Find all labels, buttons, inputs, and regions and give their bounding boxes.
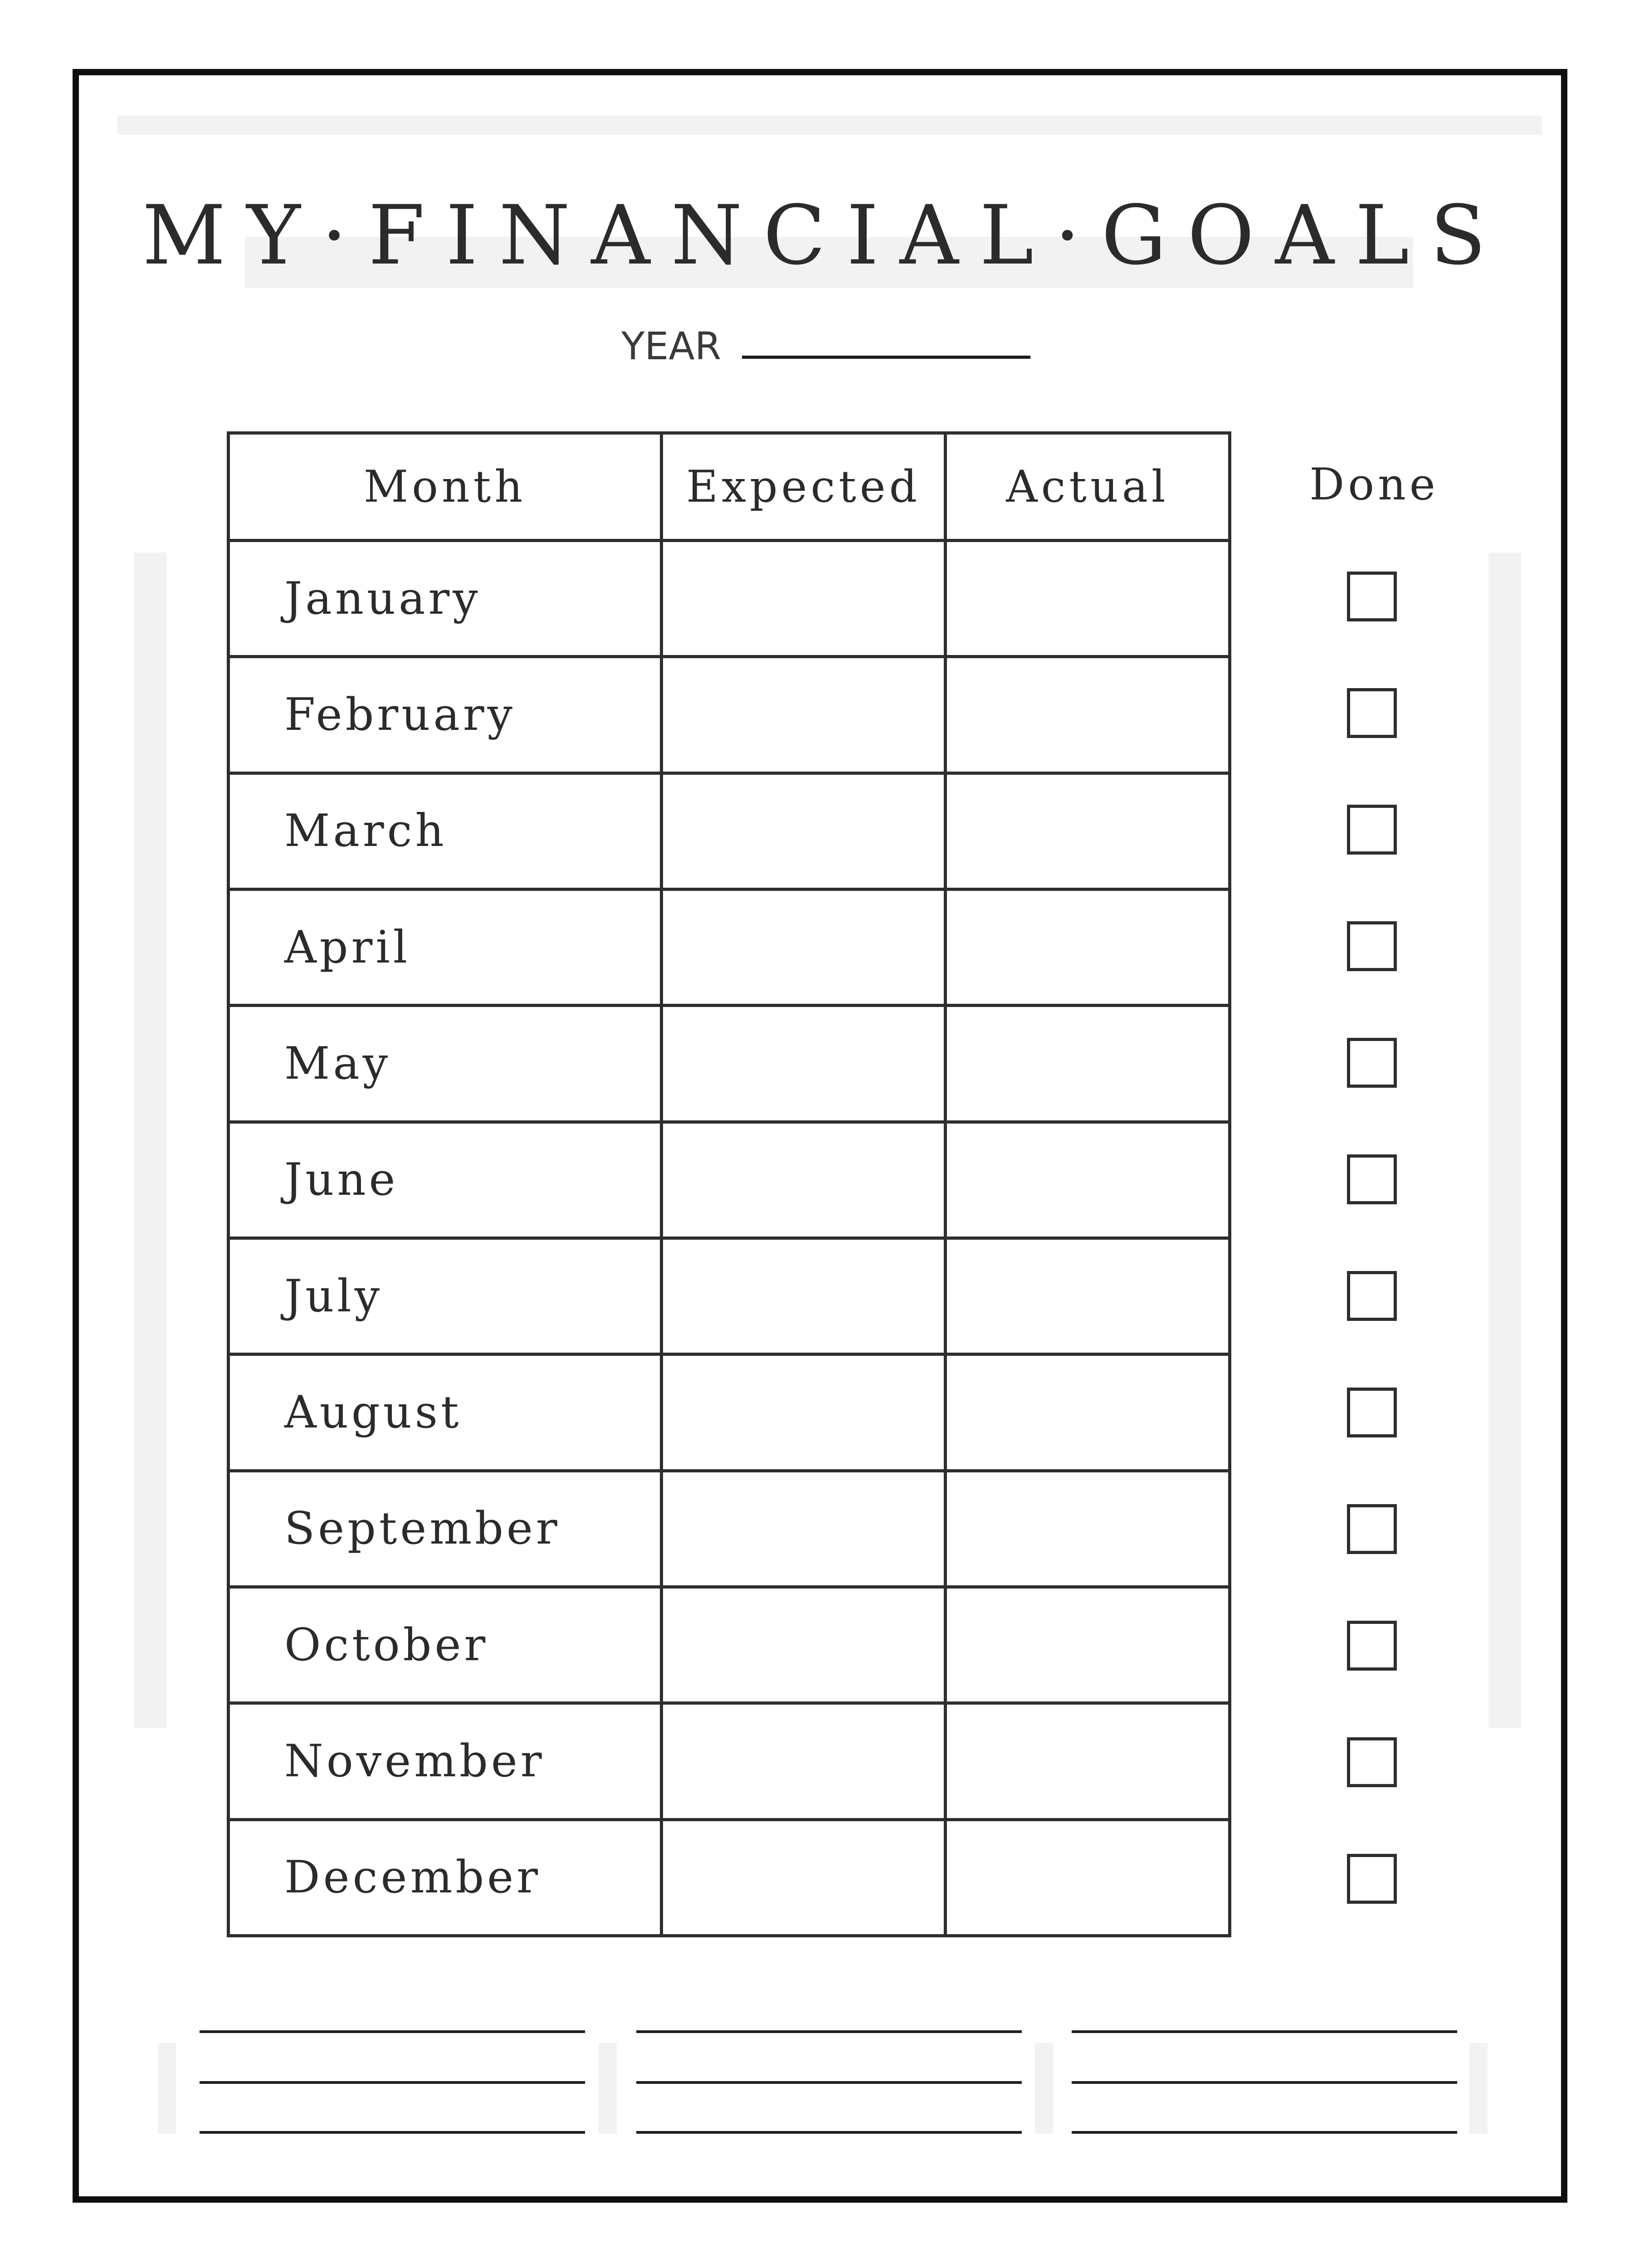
note-line[interactable]: [1072, 2081, 1457, 2084]
done-checkbox-march[interactable]: [1347, 805, 1397, 855]
top-accent-bar: [117, 116, 1542, 135]
table-row: [229, 1471, 1230, 1587]
expected-cell[interactable]: [662, 1587, 946, 1703]
expected-cell[interactable]: [662, 1471, 946, 1587]
done-checkbox-february[interactable]: [1347, 688, 1397, 738]
notes-accent-4: [1469, 2043, 1488, 2134]
actual-cell[interactable]: [946, 1238, 1230, 1354]
month-cell: November: [229, 1703, 662, 1819]
month-cell: January: [229, 541, 662, 657]
right-side-accent: [1488, 552, 1521, 1728]
month-cell: April: [229, 889, 662, 1005]
goals-table: [227, 431, 1231, 1937]
actual-cell[interactable]: [946, 657, 1230, 773]
header-actual: Actual: [946, 433, 1230, 541]
note-line[interactable]: [200, 2081, 585, 2084]
table-row: [229, 541, 1230, 657]
left-side-accent: [134, 552, 167, 1728]
note-line[interactable]: [636, 2081, 1022, 2084]
notes-accent-1: [158, 2043, 176, 2134]
expected-cell[interactable]: [662, 1122, 946, 1238]
actual-cell[interactable]: [946, 1703, 1230, 1819]
month-cell: September: [229, 1471, 662, 1587]
done-checkbox-october[interactable]: [1347, 1621, 1397, 1671]
month-cell: August: [229, 1354, 662, 1471]
note-line[interactable]: [636, 2030, 1022, 2033]
header-expected: Expected: [662, 433, 946, 541]
actual-cell[interactable]: [946, 1006, 1230, 1122]
table-row: [229, 1703, 1230, 1819]
expected-cell[interactable]: [662, 541, 946, 657]
actual-cell[interactable]: [946, 1819, 1230, 1936]
expected-cell[interactable]: [662, 889, 946, 1005]
table-row: [229, 1587, 1230, 1703]
table-header-row: [229, 433, 1230, 541]
actual-cell[interactable]: [946, 773, 1230, 889]
done-checkbox-april[interactable]: [1347, 921, 1397, 971]
done-checkbox-january[interactable]: [1347, 572, 1397, 621]
year-label: YEAR: [621, 324, 722, 368]
note-line[interactable]: [200, 2030, 585, 2033]
actual-cell[interactable]: [946, 1354, 1230, 1471]
done-checkbox-june[interactable]: [1347, 1154, 1397, 1204]
table-row: [229, 657, 1230, 773]
actual-cell[interactable]: [946, 1587, 1230, 1703]
expected-cell[interactable]: [662, 1006, 946, 1122]
actual-cell[interactable]: [946, 1471, 1230, 1587]
note-line[interactable]: [636, 2131, 1022, 2134]
month-cell: February: [229, 657, 662, 773]
notes-accent-2: [599, 2043, 617, 2134]
actual-cell[interactable]: [946, 541, 1230, 657]
header-done: Done: [1309, 459, 1439, 510]
month-cell: May: [229, 1006, 662, 1122]
done-checkbox-september[interactable]: [1347, 1504, 1397, 1554]
expected-cell[interactable]: [662, 657, 946, 773]
month-cell: December: [229, 1819, 662, 1936]
actual-cell[interactable]: [946, 1122, 1230, 1238]
table-row: [229, 1354, 1230, 1471]
month-cell: July: [229, 1238, 662, 1354]
done-checkbox-may[interactable]: [1347, 1038, 1397, 1088]
expected-cell[interactable]: [662, 1354, 946, 1471]
table-row: [229, 1238, 1230, 1354]
actual-cell[interactable]: [946, 889, 1230, 1005]
month-cell: June: [229, 1122, 662, 1238]
note-line[interactable]: [1072, 2030, 1457, 2033]
note-line[interactable]: [200, 2131, 585, 2134]
done-checkbox-november[interactable]: [1347, 1737, 1397, 1787]
table-row: [229, 1819, 1230, 1936]
expected-cell[interactable]: [662, 1703, 946, 1819]
month-cell: October: [229, 1587, 662, 1703]
table-row: [229, 889, 1230, 1005]
table-row: [229, 1122, 1230, 1238]
expected-cell[interactable]: [662, 1819, 946, 1936]
note-line[interactable]: [1072, 2131, 1457, 2134]
year-input-line[interactable]: [742, 356, 1030, 359]
month-cell: March: [229, 773, 662, 889]
expected-cell[interactable]: [662, 1238, 946, 1354]
expected-cell[interactable]: [662, 773, 946, 889]
page-title: MY·FINANCIAL·GOALS: [142, 188, 1507, 283]
done-checkbox-august[interactable]: [1347, 1388, 1397, 1437]
header-month: Month: [229, 433, 662, 541]
done-checkbox-december[interactable]: [1347, 1854, 1397, 1904]
table-row: [229, 773, 1230, 889]
done-checkbox-july[interactable]: [1347, 1271, 1397, 1321]
table-row: [229, 1006, 1230, 1122]
notes-accent-3: [1035, 2043, 1053, 2134]
year-field: [621, 321, 1030, 371]
